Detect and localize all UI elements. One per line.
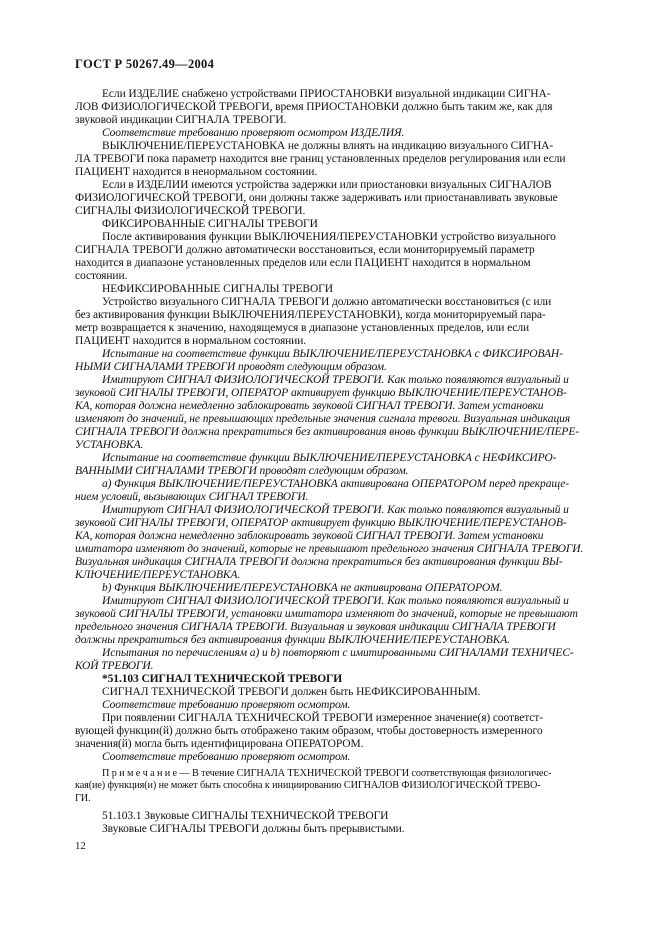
text-line: звуковой СИГНАЛЫ ТРЕВОГИ, ОПЕРАТОР активирует функцию ВЫКЛЮЧЕНИЕ/ПЕРЕУСТАНОВ- — [75, 387, 567, 399]
text-line: ВАННЫМИ СИГНАЛАМИ ТРЕВОГИ проводят следующим образом. — [75, 465, 409, 477]
paragraph — [75, 686, 595, 699]
paragraph — [75, 647, 595, 673]
text-line: КЛЮЧЕНИЕ/ПЕРЕУСТАНОВКА. — [75, 569, 241, 581]
text-line: СИГНАЛЫ ФИЗИОЛОГИЧЕСКОЙ ТРЕВОГИ. — [75, 205, 306, 217]
paragraph — [75, 374, 595, 452]
text-line: ЛОВ ФИЗИОЛОГИЧЕСКОЙ ТРЕВОГИ, время ПРИОСТАНОВКИ должно быть таким же, как для — [75, 101, 553, 113]
text-line: УСТАНОВКА. — [75, 439, 144, 451]
text-line: Визуальная индикация СИГНАЛА ТРЕВОГИ должна прекратиться без активирования функции ВЫ- — [75, 556, 563, 568]
document-body — [75, 88, 595, 836]
text-line: ГИ. — [75, 792, 91, 804]
text-line: звуковой СИГНАЛЫ ТРЕВОГИ, установки имитатора изменяют до значений, которые не превышают — [75, 608, 578, 620]
text-line: Звуковые СИГНАЛЫ ТРЕВОГИ должны быть прерывистыми. — [102, 823, 405, 836]
paragraph — [75, 673, 595, 686]
text-line: НЫМИ СИГНАЛАМИ ТРЕВОГИ проводят следующим образом. — [75, 361, 387, 373]
paragraph — [75, 348, 595, 374]
text-line: После активирования функции ВЫКЛЮЧЕНИЯ/ПЕРЕУСТАНОВКИ устройство визуального — [102, 231, 556, 243]
text-line: Испытание на соответствие функции ВЫКЛЮЧЕНИЕ/ПЕРЕУСТАНОВКА с НЕФИКСИРО- — [102, 452, 557, 464]
text-line: П р и м е ч а н и е — В течение СИГНАЛА ТЕХНИЧЕСКОЙ ТРЕВОГИ соответствующая физиологичес- — [102, 768, 552, 779]
text-line: Имитируют СИГНАЛ ФИЗИОЛОГИЧЕСКОЙ ТРЕВОГИ. Как только появляются визуальный и — [102, 595, 569, 607]
text-line: Соответствие требованию проверяют осмотром ИЗДЕЛИЯ. — [102, 127, 405, 139]
text-line: ПАЦИЕНТ находится в ненормальном состоянии. — [75, 166, 318, 178]
text-line: кая(ие) функция(и) не может быть способна к инициированию СИГНАЛОВ ФИЗИОЛОГИЧЕСКОЙ ТРЕВО- — [75, 780, 541, 792]
text-line: Имитируют СИГНАЛ ФИЗИОЛОГИЧЕСКОЙ ТРЕВОГИ. Как только появляются визуальный и — [102, 504, 569, 516]
paragraph — [75, 823, 595, 836]
text-line: КА, которая должна немедленно заблокировать звуковой СИГНАЛ ТРЕВОГИ. Затем установки — [75, 530, 544, 542]
paragraph — [75, 595, 595, 647]
paragraph — [75, 810, 595, 823]
text-line: Устройство визуального СИГНАЛА ТРЕВОГИ должно автоматически восстановиться (с или — [102, 296, 552, 308]
text-line: *51.103 СИГНАЛ ТЕХНИЧЕСКОЙ ТРЕВОГИ — [102, 673, 343, 685]
text-line: ЛА ТРЕВОГИ пока параметр находится вне границ установленных пределов регулирования или если — [75, 153, 566, 165]
text-line: Соответствие требованию проверяют осмотром. — [102, 699, 351, 711]
paragraph — [75, 296, 595, 348]
text-line: КОЙ ТРЕВОГИ. — [75, 660, 154, 672]
text-line: звуковой СИГНАЛЫ ТРЕВОГИ, ОПЕРАТОР активирует функцию ВЫКЛЮЧЕНИЕ/ПЕРЕУСТАНОВ- — [75, 517, 567, 529]
text-line: Если в ИЗДЕЛИИ имеются устройства задержки или приостановки визуальных СИГНАЛОВ — [102, 179, 552, 191]
text-line: вующей функции(й) должно быть отображено таким образом, чтобы достоверность измеренного — [75, 725, 543, 737]
text-line: НЕФИКСИРОВАННЫЕ СИГНАЛЫ ТРЕВОГИ — [102, 283, 333, 295]
paragraph — [75, 231, 595, 283]
text-line: находится в диапазоне установленных пределов или если ПАЦИЕНТ находится в нормальном — [75, 257, 531, 269]
text-line: КА, которая должна немедленно заблокировать звуковой СИГНАЛ ТРЕВОГИ. Затем установки — [75, 400, 544, 412]
text-line: значения(й) могла быть идентифицирована ОПЕРАТОРОМ. — [75, 738, 364, 750]
paragraph — [75, 712, 595, 751]
paragraph — [75, 504, 595, 582]
text-line: должны прекратиться без активирования функции ВЫКЛЮЧЕНИЕ/ПЕРЕУСТАНОВКА. — [75, 634, 510, 646]
text-line: состоянии. — [75, 270, 128, 282]
text-line: предельного значения СИГНАЛА ТРЕВОГИ. Визуальная и звуковая индикации СИГНАЛА ТРЕВОГИ — [75, 621, 556, 633]
paragraph — [75, 452, 595, 478]
text-line: Испытание на соответствие функции ВЫКЛЮЧЕНИЕ/ПЕРЕУСТАНОВКА с ФИКСИРОВАН- — [102, 348, 563, 360]
text-line: имитатора изменяют до значений, которые не превышают предельного значения СИГНАЛА ТРЕВОГИ. — [75, 543, 584, 555]
text-line: без активирования функции ВЫКЛЮЧЕНИЯ/ПЕРЕУСТАНОВКИ), когда мониторируемый пара- — [75, 309, 546, 321]
paragraph — [75, 140, 595, 179]
paragraph — [75, 699, 595, 712]
text-line: b) Функция ВЫКЛЮЧЕНИЕ/ПЕРЕУСТАНОВКА не активирована ОПЕРАТОРОМ. — [102, 582, 503, 594]
paragraph — [75, 88, 595, 127]
text-line: Если ИЗДЕЛИЕ снабжено устройствами ПРИОСТАНОВКИ визуальной индикации СИГНА- — [102, 88, 551, 100]
text-line: ПАЦИЕНТ находится в нормальном состоянии. — [75, 335, 307, 347]
text-line: 51.103.1 Звуковые СИГНАЛЫ ТЕХНИЧЕСКОЙ ТРЕВОГИ — [102, 810, 389, 823]
text-line: ФИЗИОЛОГИЧЕСКОЙ ТРЕВОГИ, они должны также задерживать или приостанавливать звуковые — [75, 192, 558, 204]
page-number: 12 — [75, 840, 86, 853]
paragraph — [75, 768, 595, 805]
text-line: СИГНАЛ ТЕХНИЧЕСКОЙ ТРЕВОГИ должен быть НЕФИКСИРОВАННЫМ. — [102, 686, 481, 698]
text-line: ВЫКЛЮЧЕНИЕ/ПЕРЕУСТАНОВКА не должны влиять на индикацию визуального СИГНА- — [102, 140, 554, 152]
text-line: Соответствие требованию проверяют осмотром. — [102, 751, 351, 763]
paragraph — [75, 283, 595, 296]
paragraph — [75, 179, 595, 218]
text-line: звуковой индикации СИГНАЛА ТРЕВОГИ. — [75, 114, 287, 126]
text-line: изменяют до значений, не превышающих предельные значения сигнала тревоги. Визуальная индикация — [75, 413, 570, 425]
paragraph — [75, 478, 595, 504]
text-line: Испытания по перечислениям а) и b) повторяют с имитированными СИГНАЛАМИ ТЕХНИЧЕС- — [102, 647, 574, 659]
paragraph — [75, 751, 595, 764]
paragraph — [75, 218, 595, 231]
text-line: а) Функция ВЫКЛЮЧЕНИЕ/ПЕРЕУСТАНОВКА активирована ОПЕРАТОРОМ перед прекраще- — [102, 478, 569, 490]
paragraph — [75, 127, 595, 140]
text-line: Имитируют СИГНАЛ ФИЗИОЛОГИЧЕСКОЙ ТРЕВОГИ. Как только появляются визуальный и — [102, 374, 569, 386]
text-line: метр возвращается к значению, находящемуся в диапазоне установленных пределов, или если — [75, 322, 530, 334]
document-standard-number: ГОСТ Р 50267.49—2004 — [75, 57, 215, 71]
text-line: СИГНАЛА ТРЕВОГИ должна прекратиться без активирования вновь функции ВЫКЛЮЧЕНИЕ/ПЕРЕ- — [75, 426, 579, 438]
text-line: ФИКСИРОВАННЫЕ СИГНАЛЫ ТРЕВОГИ — [102, 218, 318, 230]
text-line: СИГНАЛА ТРЕВОГИ должно автоматически восстановиться, если мониторируемый параметр — [75, 244, 535, 256]
text-line: нием условий, вызывающих СИГНАЛ ТРЕВОГИ. — [75, 491, 309, 503]
paragraph — [75, 582, 595, 595]
text-line: При появлении СИГНАЛА ТЕХНИЧЕСКОЙ ТРЕВОГИ измеренное значение(я) соответст- — [102, 712, 543, 724]
